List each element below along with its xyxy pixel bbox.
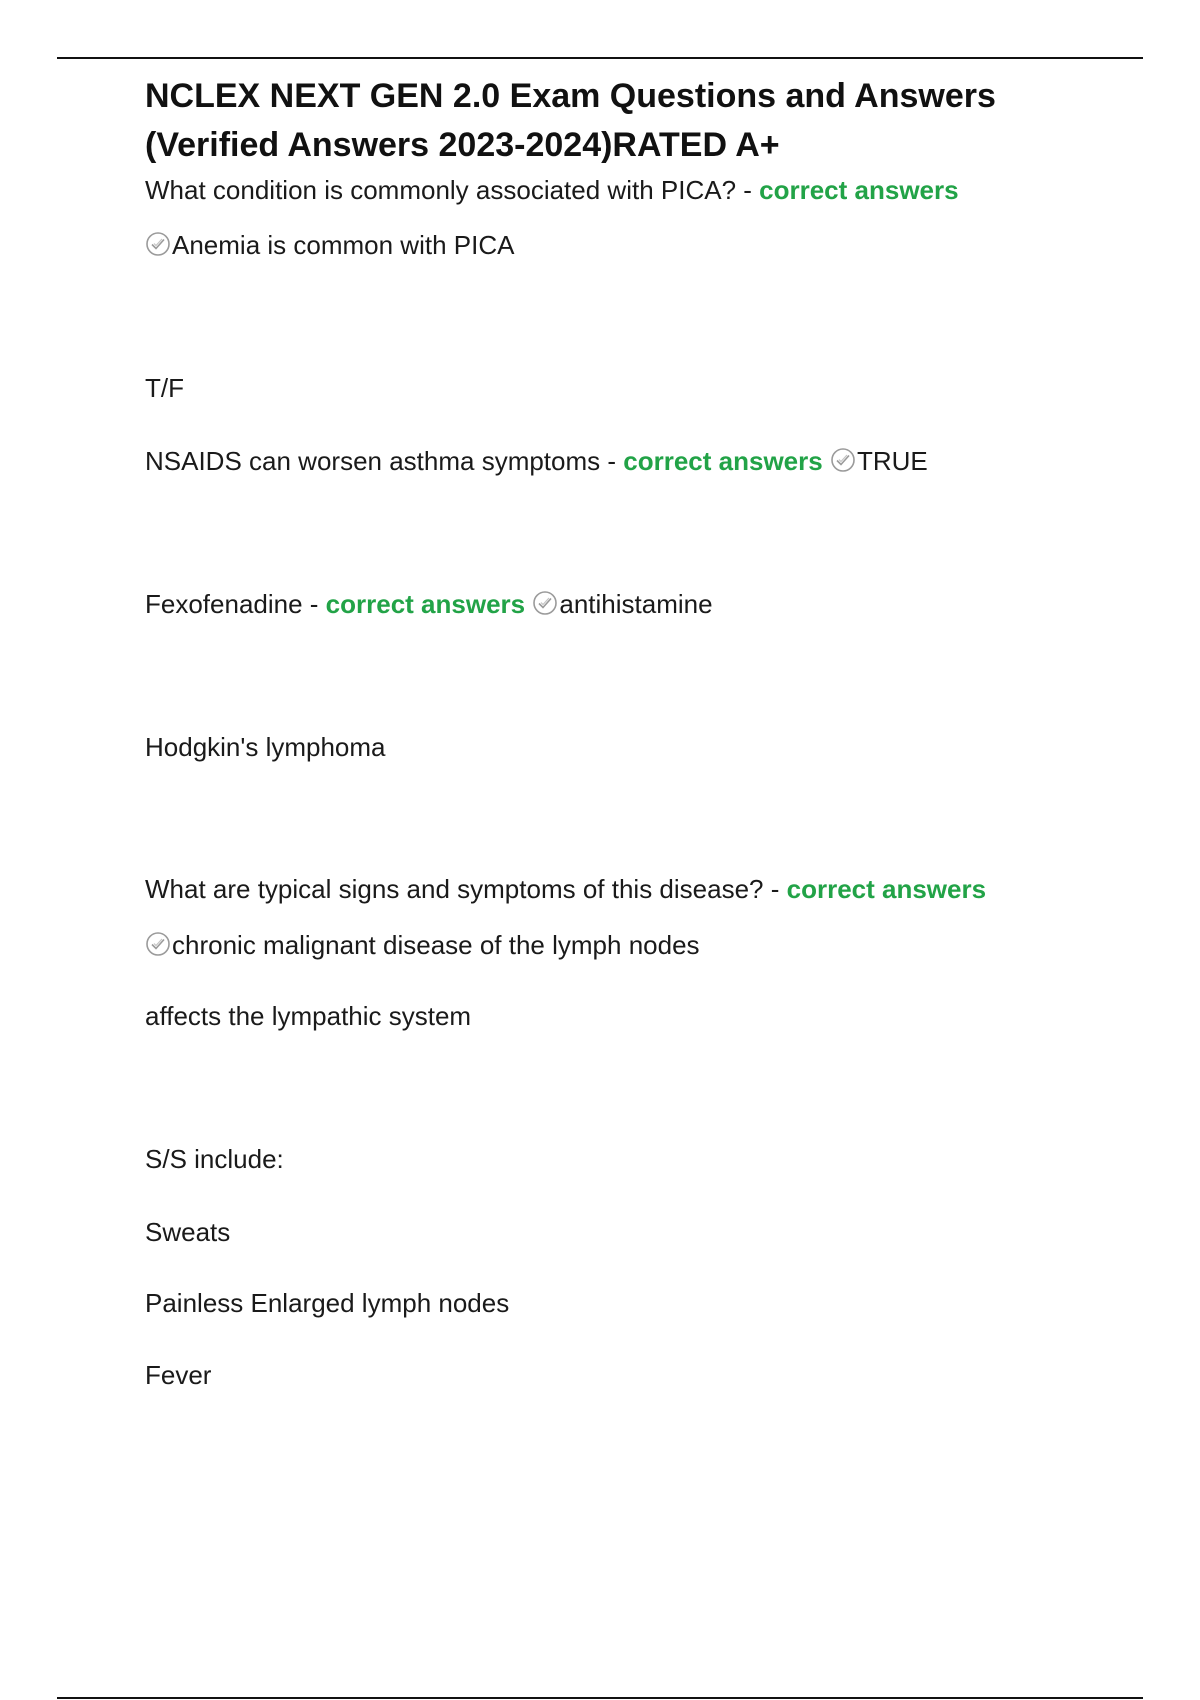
answer-3-text: antihistamine [559,589,713,619]
question-1 [145,173,959,207]
question-1-text: What condition is commonly associated with PICA? - [145,175,760,205]
question-2-text: NSAIDS can worsen asthma symptoms - [145,446,624,476]
question-2 [145,444,928,478]
answer-4 [145,928,700,962]
header-rule [57,57,1143,59]
question-3 [145,587,713,621]
answer-4-line-1: affects the lympathic system [145,1001,472,1031]
footer-rule [57,1697,1143,1699]
answer-1 [145,228,514,262]
question-2-prefix: T/F [145,373,184,403]
check-circle-icon [145,231,171,257]
title-line-1: NCLEX NEXT GEN 2.0 Exam Questions and Answers [145,77,996,115]
correct-answers-label: correct answers [623,446,823,476]
check-circle-icon [830,447,856,473]
correct-answers-label: correct answers [325,589,526,619]
question-4-text: What are typical signs and symptoms of this disease? - [145,874,787,904]
check-circle-icon [532,590,558,616]
answer-2-text: TRUE [856,446,928,476]
answer-4-line-2: S/S include: [145,1144,284,1174]
answer-1-text: Anemia is common with PICA [172,230,515,260]
check-circle-icon [145,931,171,957]
document-title [145,72,1145,170]
answer-4-line-5: Fever [145,1360,212,1390]
correct-answers-label: correct answers [786,874,987,904]
answer-4-line-4: Painless Enlarged lymph nodes [145,1288,510,1318]
answer-4-text: chronic malignant disease of the lymph nodes [172,930,700,960]
correct-answers-label: correct answers [759,175,959,205]
question-4-prefix: Hodgkin's lymphoma [145,732,386,762]
answer-4-line-3: Sweats [145,1217,231,1247]
question-3-text: Fexofenadine - [145,589,326,619]
question-4 [145,872,986,906]
title-line-2: (Verified Answers 2023-2024)RATED A+ [145,126,780,164]
